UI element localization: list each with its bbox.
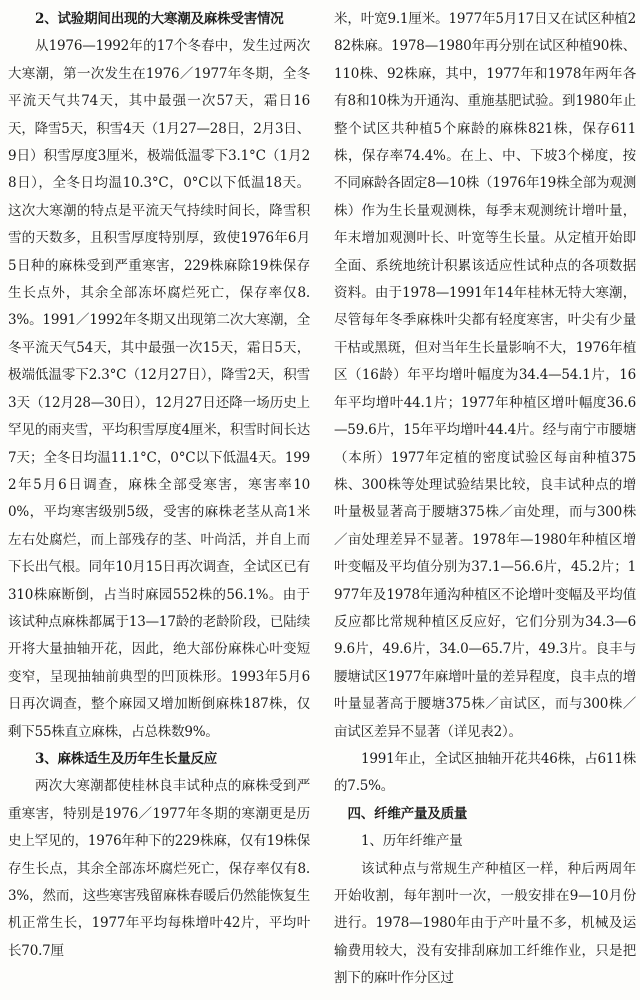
paragraph-fiber-yield: 该试种点与常规生产种植区一样，种后两周年开始收割，每年割叶一次，一般安排在9—10月份进行。1978—1980年由于产叶量不多，机械及运输费用较大，没有安排刮麻加工纤维作业，只是把割下的麻叶作分区过 (334, 860, 636, 987)
section-heading-2: 2、试验期间出现的大寒潮及麻株受害情况 (35, 11, 284, 27)
right-column (334, 6, 636, 993)
paragraph-growth-response: 两次大寒潮都使桂林良丰试种点的麻株受到严重寒害，特别是1976／1977年冬期的寒潮更是历史上罕见的，1976年种下的229株麻，仅有19株保存生长点，其余全部冻坏腐烂死亡，保存率仅有8.3%，然而，这些寒害残留麻株春暖后仍然能恢复生机正常生长，1977年平均每株增叶42片，平均叶长70.7厘 (8, 778, 310, 959)
sub-heading-fiber-yield: 1、历年纤维产量 (361, 833, 463, 850)
section-heading-3: 3、麻株适生及历年生长量反应 (35, 750, 218, 767)
left-column (8, 6, 310, 965)
paragraph-cold-waves: 从1976—1992年的17个冬春中，发生过两次大寒潮，第一次发生在1976／1977年冬期，全冬平流天气共74天，其中最强一次57天，霜日16天，降雪5天，积雪4天（1月27—28日，2月3日、9日）积雪厚度3厘米，极端低温零下3.1°C（1月28日），全冬日均温10.3°C，0°C以下低温18天。这次大寒潮的特点是平流天气持续时间长，降雪积雪的天数多，且积雪厚度特别厚，致使1976年6月5日种的麻株受到严重寒害，229株麻除19株保存生长点外，其余全部冻坏腐烂死亡，保存率仅8.3%。1991／1992年冬期又出现第二次大寒潮，全冬平流天气54天，其中最强一次15天，霜日5天，极端低温零下2.3°C（12月27日），降雪2天，积雪3天（12月28—30日），12月27日还降一场历史上罕见的雨夹雪，平均积雪厚度4厘米，积雪时间长达7天；全冬日均温11.1°C，0°C以下低温4天。1992年5月6日调查，麻株全部受寒害，寒害率100%，平均寒害级别5级，受害的麻株老茎从高1米左右处腐烂，而上部残存的茎、叶尚活，并自上而下长出气根。同年10月15日再次调查，全试区已有310株麻断倒，占当时麻园552株的56.1%。由于该试种点麻株都属于13—17龄的老龄阶段，已陆续开将大量抽轴开花，因此，绝大部份麻株心叶变短变窄，呈现抽轴前典型的凹顶株形。1993年5月6日再次调查，整个麻园又增加断倒麻株187株，仅剩下55株直立麻株，占总株数9%。 (8, 38, 310, 740)
section-heading-4: 四、纤维产量及质量 (347, 805, 468, 822)
paragraph-growth-continued: 米，叶宽9.1厘米。1977年5月17日又在试区种植282株麻。1978—1980年再分别在试区种植90株、110株、92株麻，其中，1977年和1978年两年各有8和10株为开通沟、重施基肥试验。到1980年止整个试区共种植5个麻龄的麻株821株，保存611株，保存率74.4%。在上、中、下坡3个梯度，按不同麻龄各固定8—10株（1976年19株全部为观测株）作为生长量观测株，每季末观测统计增叶量，年末增加观测叶长、叶宽等生长量。从定植开始即全面、系统地统计积累该适应性试种点的各项数据资料。由于1978—1991年14年桂林无特大寒潮，尽管每年冬季麻株叶尖都有轻度寒害，叶尖有少量干枯或黑斑，但对当年生长量影响不大，1976年植区（16龄）年平均增叶幅度为34.4—54.1片，16年平均增叶44.1片；1977年种植区增叶幅度36.6—59.6片，15年平均增叶44.4片。经与南宁市腰塘（本所）1977年定植的密度试验区每亩种植375株、300株等处理试验结果比较，良丰试种点的增叶量极显著高于腰塘375株／亩处理，而与300株／亩处理差异不显著。1978年—1980年种植区增叶变幅及平均值分别为37.1—56.6片，45.2片；1977年及1978年通沟种植区不论增叶变幅及平均值反应都比常规种植区反应好，它们分别为34.3—69.6片，49.6片，34.0—65.7片，49.3片。良丰与腰塘试区1977年麻增叶量的差异程度，良丰点的增叶量显著高于腰塘375株／亩试区，而与300株／亩试区差异不显著（详见表2）。 (334, 11, 636, 740)
paragraph-flowering: 1991年止，全试区抽轴开花共46株，占611株的7.5%。 (334, 750, 637, 795)
